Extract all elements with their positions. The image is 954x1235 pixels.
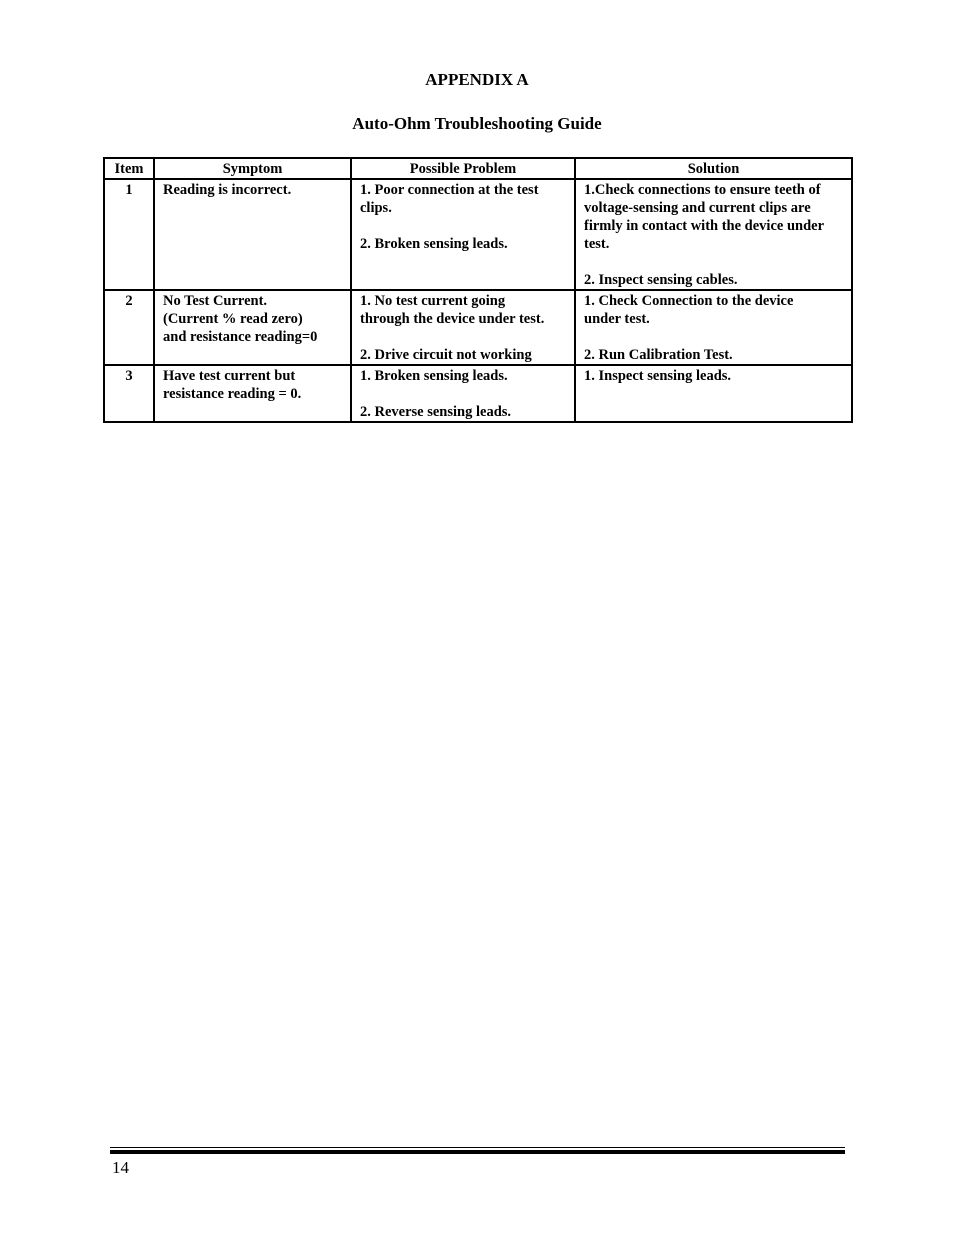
solution-line: under test. (584, 311, 650, 327)
problem-line: 2. Broken sensing leads. (360, 236, 508, 252)
appendix-heading: APPENDIX A (425, 70, 529, 89)
problem-cell (351, 179, 575, 290)
solution-line: firmly in contact with the device under (584, 218, 825, 234)
guide-title: Auto-Ohm Troubleshooting Guide (352, 114, 602, 133)
solution-line: 2. Run Calibration Test. (584, 347, 733, 363)
problem-line: 1. Broken sensing leads. (360, 368, 508, 384)
footer-rule-thick (110, 1150, 845, 1154)
table-body (104, 179, 852, 422)
item-number: 1 (104, 179, 154, 290)
symptom-line: and resistance reading=0 (163, 329, 318, 345)
item-number: 3 (104, 365, 154, 422)
symptom-cell (154, 179, 351, 290)
item-number: 2 (104, 290, 154, 365)
solution-line: 1. Inspect sensing leads. (584, 368, 732, 384)
footer-rule (110, 1147, 845, 1148)
solution-cell (575, 179, 852, 290)
troubleshooting-table (103, 157, 853, 423)
solution-cell (575, 365, 852, 422)
problem-cell (351, 290, 575, 365)
blank-line (584, 328, 847, 346)
problem-line: 2. Reverse sensing leads. (360, 404, 512, 420)
table-row (104, 179, 852, 290)
symptom-line: Reading is incorrect. (163, 182, 292, 198)
header-item: Item (104, 158, 154, 179)
symptom-line: No Test Current. (163, 293, 268, 309)
solution-line: 1.Check connections to ensure teeth of (584, 182, 821, 198)
symptom-cell (154, 290, 351, 365)
symptom-cell (154, 365, 351, 422)
problem-line: 1. Poor connection at the test (360, 182, 539, 198)
header-possible-problem: Possible Problem (351, 158, 575, 179)
table-row (104, 290, 852, 365)
blank-line (360, 385, 570, 403)
table-row (104, 365, 852, 422)
blank-line (360, 217, 570, 235)
solution-line: test. (584, 236, 610, 252)
solution-line: 2. Inspect sensing cables. (584, 272, 738, 288)
header-solution: Solution (575, 158, 852, 179)
solution-line: voltage-sensing and current clips are (584, 200, 811, 216)
solution-cell (575, 290, 852, 365)
page-number: 14 (112, 1158, 129, 1177)
symptom-line: resistance reading = 0. (163, 386, 302, 402)
problem-line: 1. No test current going (360, 293, 506, 309)
symptom-line: Have test current but (163, 368, 296, 384)
problem-line: through the device under test. (360, 311, 545, 327)
table-header-row (104, 158, 852, 179)
header-symptom: Symptom (154, 158, 351, 179)
blank-line (360, 328, 570, 346)
problem-cell (351, 365, 575, 422)
problem-line: clips. (360, 200, 392, 216)
blank-line (584, 253, 847, 271)
solution-line: 1. Check Connection to the device (584, 293, 794, 309)
problem-line: 2. Drive circuit not working (360, 347, 532, 363)
symptom-line: (Current % read zero) (163, 311, 303, 327)
